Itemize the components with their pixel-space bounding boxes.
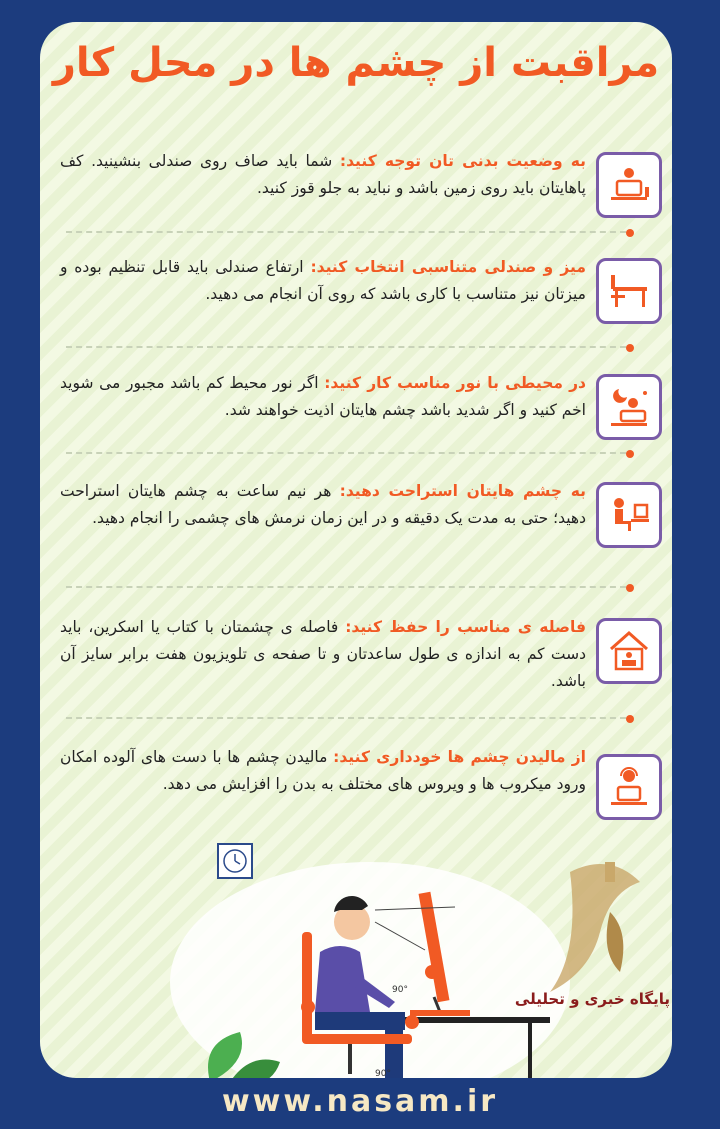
item-heading: به وضعیت بدنی تان توجه کنید: xyxy=(339,152,586,170)
list-item xyxy=(60,614,670,714)
clock-icon xyxy=(218,844,252,878)
bullet-dot xyxy=(626,584,634,592)
divider xyxy=(66,586,626,588)
list-item xyxy=(60,254,670,354)
item-heading: از مالیدن چشم ها خودداری کنید: xyxy=(333,748,586,766)
divider xyxy=(66,452,626,454)
item-heading: میز و صندلی متناسبی انتخاب کنید: xyxy=(310,258,586,276)
item-text xyxy=(60,148,586,202)
angle-label: 90° xyxy=(392,985,408,995)
item-body: اگر نور محیط کم باشد مجبور می شوید اخم کنید و اگر شدید باشد چشم هایتان اذیت خواهند شد. xyxy=(60,374,586,419)
list-item xyxy=(60,370,670,470)
night-work-icon xyxy=(596,374,662,440)
bullet-dot xyxy=(626,450,634,458)
item-body: هر نیم ساعت به چشم هایتان استراحت دهید؛ حتی به مدت یک دقیقه و در این زمان نرمش های چشمی را انجام دهید. xyxy=(60,482,586,527)
bullet-dot xyxy=(626,344,634,352)
divider xyxy=(66,717,626,719)
headset-worker-icon xyxy=(596,754,662,820)
item-heading: به چشم هایتان استراحت دهید: xyxy=(339,482,586,500)
item-body: شما باید صاف روی صندلی بنشینید. کف پاهایتان باید روی زمین باشد و نباید به جلو قوز کنید. xyxy=(60,152,586,197)
item-heading: در محیطی با نور مناسب کار کنید: xyxy=(324,374,586,392)
item-text xyxy=(60,254,586,308)
bullet-dot xyxy=(626,715,634,723)
item-body: فاصله ی چشمتان با کتاب یا اسکرین، باید دست کم به اندازه ی طول ساعدتان و تا صفحه ی تلویزیون هفت برابر سایز آن باشد. xyxy=(60,618,586,690)
list-item xyxy=(60,478,670,578)
desk-worker-icon xyxy=(596,152,662,218)
item-text xyxy=(60,478,586,532)
item-body: ارتفاع صندلی باید قابل تنظیم بوده و میزتان نیز متناسب با کاری باشد که روی آن انجام می دهید. xyxy=(60,258,586,303)
divider xyxy=(66,231,626,233)
list-item xyxy=(60,148,670,248)
item-body: مالیدن چشم ها با دست های آلوده امکان ورود میکروب ها و ویروس های مختلف به بدن را افزایش می دهد. xyxy=(60,748,586,793)
footer-url[interactable]: www.nasam.ir xyxy=(221,1084,499,1119)
sitting-computer-icon xyxy=(596,482,662,548)
logo-text: پایگاه خبری و تحلیلی xyxy=(514,990,670,1008)
infographic-card xyxy=(40,22,672,1078)
divider xyxy=(66,346,626,348)
site-logo xyxy=(510,842,670,1042)
bullet-dot xyxy=(626,229,634,237)
item-text xyxy=(60,744,586,798)
home-office-icon xyxy=(596,618,662,684)
item-text xyxy=(60,370,586,424)
item-heading: فاصله ی مناسب را حفظ کنید: xyxy=(345,618,586,636)
desk-chair-icon xyxy=(596,258,662,324)
item-text xyxy=(60,614,586,695)
page-title: مراقبت از چشم ها در محل کار xyxy=(52,40,660,86)
angle-label-2: 90° xyxy=(375,1069,391,1078)
